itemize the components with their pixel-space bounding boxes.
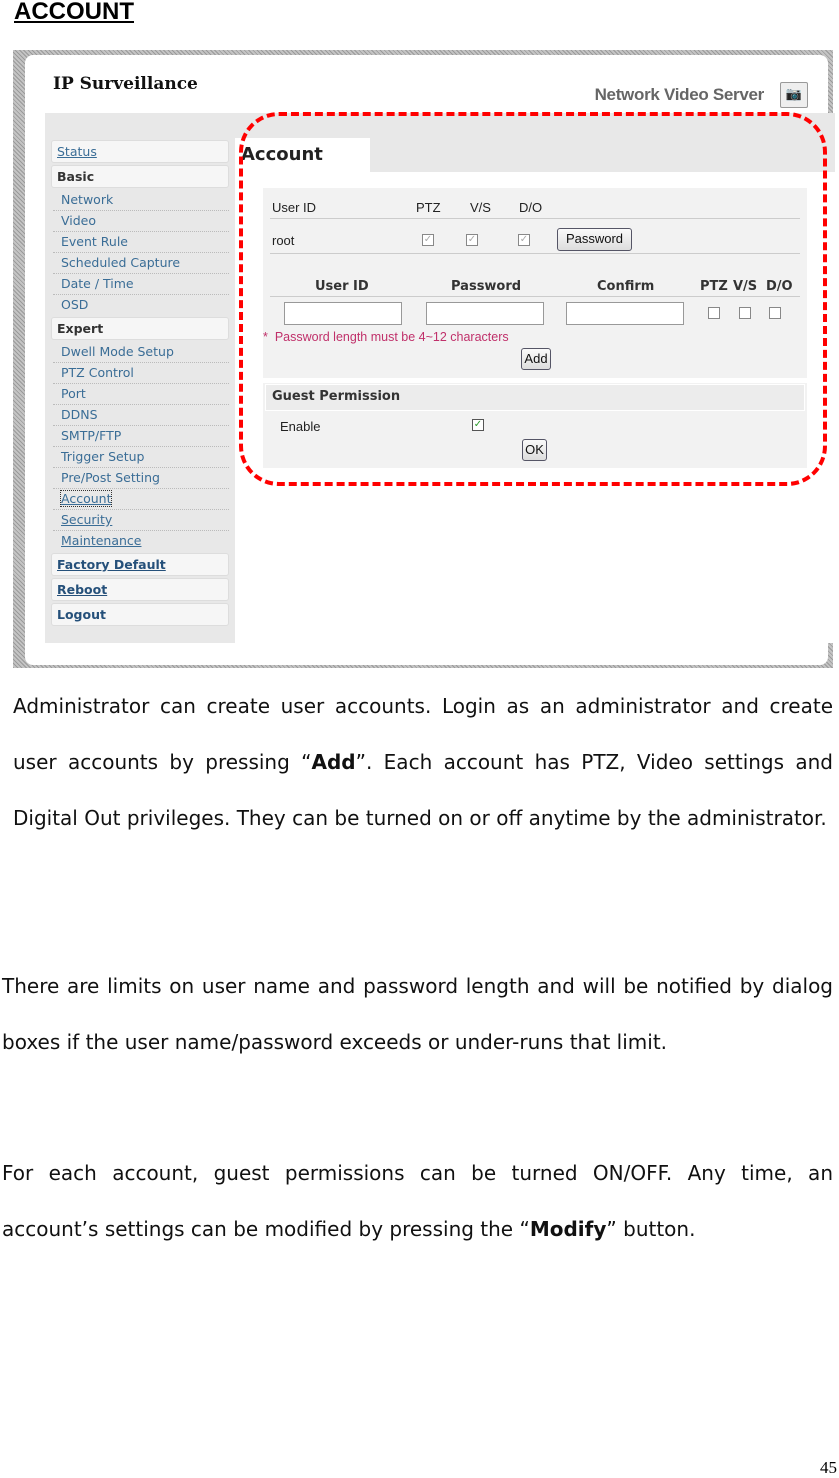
app-title: IP Surveillance [53, 74, 198, 94]
sidebar-item-security[interactable]: Security [53, 510, 229, 531]
sidebar-item-network[interactable]: Network [53, 190, 229, 211]
sidebar-item-pre-post[interactable]: Pre/Post Setting [53, 468, 229, 489]
sidebar-item-trigger[interactable]: Trigger Setup [53, 447, 229, 468]
sidebar [53, 139, 229, 628]
sidebar-item-ddns[interactable]: DDNS [53, 405, 229, 426]
section-heading: ACCOUNT [14, 0, 134, 25]
sidebar-logout[interactable]: Logout [51, 603, 229, 626]
sidebar-item-osd[interactable]: OSD [61, 297, 89, 312]
sidebar-status[interactable]: Status [51, 140, 229, 163]
sidebar-reboot[interactable]: Reboot [51, 578, 229, 601]
paragraph-2: There are limits on user name and password length and will be notified by dialog boxes if the user name/password exceeds or under-runs that limit. [2, 974, 833, 1054]
sidebar-item-port[interactable]: Port [53, 384, 229, 405]
sidebar-expert: Expert [51, 317, 229, 340]
header-do: D/O [519, 200, 543, 215]
sidebar-item-event-rule[interactable]: Event Rule [53, 232, 229, 253]
sidebar-item-account[interactable]: Account [53, 489, 229, 510]
add-button[interactable]: Add [521, 348, 551, 370]
guest-enable-checkbox[interactable]: ✓ [473, 419, 483, 430]
sidebar-item-dwell[interactable]: Dwell Mode Setup [53, 342, 229, 363]
root-do-checkbox: ✓ [519, 234, 529, 245]
password-button[interactable]: Password [557, 228, 632, 251]
root-ptz-checkbox: ✓ [423, 234, 433, 245]
sidebar-basic: Basic [51, 165, 229, 188]
header-user-id: User ID [272, 200, 317, 215]
sidebar-item-ptz-control[interactable]: PTZ Control [53, 363, 229, 384]
form-label-user-id: User ID [315, 279, 369, 294]
password-warning: * Password length must be 4~12 characters [263, 330, 509, 344]
form-label-do: D/O [766, 279, 793, 294]
paragraph-3: For each account, guest permissions can be turned ON/OFF. Any time, an account’s settings can be modified by pressing the “Modify” button. [2, 1161, 833, 1241]
form-label-confirm: Confirm [597, 279, 655, 294]
ok-button[interactable]: OK [522, 439, 547, 461]
sidebar-item-smtp-ftp[interactable]: SMTP/FTP [53, 426, 229, 447]
header-vs: V/S [470, 200, 491, 215]
header-ptz: PTZ [416, 200, 441, 215]
account-screenshot [13, 50, 833, 668]
enable-label: Enable [280, 419, 321, 434]
page-number: 45 [820, 1458, 837, 1477]
form-label-password: Password [451, 279, 522, 294]
product-name: Network Video Server [594, 85, 764, 104]
highlight-annotation [239, 112, 827, 486]
paragraph-1: Administrator can create user accounts. Login as an administrator and create user accounts by pressing “Add”. Each account has PTZ, Video settings and Digital Out privileges. They can be turned on or off anytime by the administrator. [13, 694, 834, 830]
guest-permission-title: Guest Permission [272, 389, 401, 404]
sidebar-item-maintenance[interactable]: Maintenance [61, 533, 142, 548]
sidebar-item-scheduled-capture[interactable]: Scheduled Capture [53, 253, 229, 274]
snapshot-icon[interactable]: 📷 [780, 82, 808, 108]
form-label-vs: V/S [733, 279, 758, 294]
sidebar-factory-default[interactable]: Factory Default [51, 553, 229, 576]
root-vs-checkbox: ✓ [467, 234, 477, 245]
sidebar-item-video[interactable]: Video [53, 211, 229, 232]
form-label-ptz: PTZ [700, 279, 728, 294]
user-root: root [272, 233, 295, 248]
tab-account[interactable]: Account [235, 138, 370, 172]
sidebar-item-date-time[interactable]: Date / Time [53, 274, 229, 295]
